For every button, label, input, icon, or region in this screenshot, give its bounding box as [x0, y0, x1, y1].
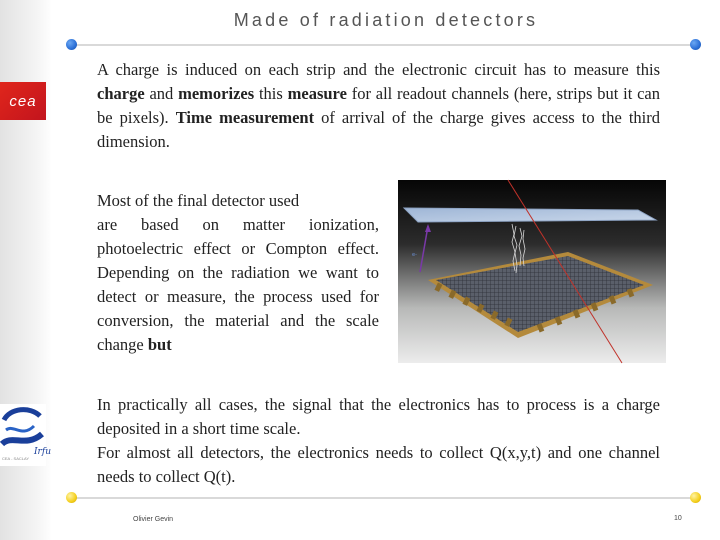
footer-author: Olivier Gevin [133, 516, 174, 523]
p2-seg: are based on matter ionization, photoelectric effect or Compton effect. Depending on the radiation we want to detect or measure, the process used for conversion, the material and the scale change [97, 215, 379, 354]
slide-title: Made of radiation detectors [233, 10, 539, 30]
p3-seg: In practically all cases, the signal that the electronics has to process is a charge deposited in a short time scale. [97, 395, 660, 438]
top-divider [76, 44, 696, 46]
paragraph-charge-induced [97, 58, 660, 154]
p2-bold-but: but [147, 335, 172, 354]
p1-seg: A charge is induced on each strip and the electronic circuit has to measure this [97, 60, 660, 79]
bottom-left-bullet-dot [66, 492, 77, 503]
p2-seg: Most of the final detector used [97, 191, 300, 210]
top-right-bullet-dot [690, 39, 701, 50]
page-number: 10 [674, 515, 682, 522]
bottom-divider [76, 497, 696, 499]
p3-seg: For almost all detectors, the electronics needs to collect Q(x,y,t) and one channel needs to collect Q(t). [97, 443, 660, 486]
cea-logo-text: cea [9, 92, 37, 110]
paragraph-signal-electronics [97, 393, 660, 489]
p1-seg: and [144, 84, 179, 103]
irfu-caption: CEA - SACLAY [2, 456, 30, 461]
top-left-bullet-dot [66, 39, 77, 50]
bottom-right-bullet-dot [690, 492, 701, 503]
p1-bold-memorizes: memorizes [178, 84, 255, 103]
paragraph-final-detector [97, 189, 379, 357]
cea-logo [0, 82, 46, 120]
figure-label: e- [412, 252, 417, 258]
strip-detector-figure [398, 180, 666, 363]
p1-seg: of arrival of the charge gives access to the third dimension. [97, 108, 660, 151]
p1-seg: this [254, 84, 288, 103]
p1-bold-time-measurement: Time measurement [175, 108, 315, 127]
p1-seg: for all readout channels (here, strips but it can be pixels). [97, 84, 661, 127]
svg-text:Irfu: Irfu [34, 447, 51, 457]
p1-bold-charge: charge [97, 84, 145, 103]
p1-bold-measure: measure [287, 84, 347, 103]
